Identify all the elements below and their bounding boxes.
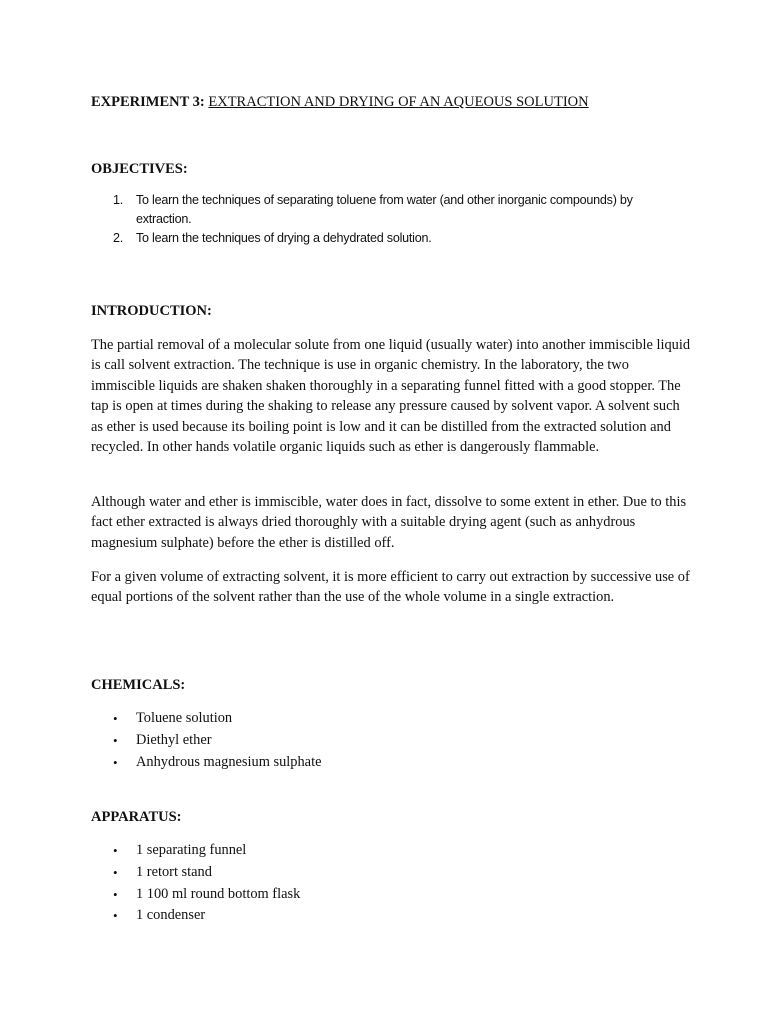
objectives-list xyxy=(91,191,671,248)
apparatus-name: 1 100 ml round bottom flask xyxy=(136,885,301,902)
objectives-heading: OBJECTIVES: xyxy=(91,161,188,177)
chemical-item xyxy=(91,752,591,774)
introduction-heading: INTRODUCTION: xyxy=(91,303,212,319)
apparatus-name: 1 condenser xyxy=(136,907,206,924)
introduction-paragraph-3: For a given volume of extracting solvent, it is more efficient to carry out extraction by successive use of equal portions of the solvent rather than the use of the whole volume in a single extraction. xyxy=(91,569,690,606)
bullet-icon: • xyxy=(113,886,118,902)
objective-text: To learn the techniques of separating toluene from water (and other inorganic compounds) by extraction. xyxy=(136,193,633,226)
bullet-icon: • xyxy=(113,908,118,924)
chemical-item xyxy=(91,708,591,730)
chemical-name: Diethyl ether xyxy=(136,731,212,748)
objective-item xyxy=(91,191,671,229)
objective-text: To learn the techniques of drying a dehydrated solution. xyxy=(136,231,432,245)
apparatus-list xyxy=(91,840,591,927)
experiment-name: EXTRACTION AND DRYING OF AN AQUEOUS SOLUTION xyxy=(208,94,589,110)
apparatus-item xyxy=(91,840,591,862)
bullet-icon: • xyxy=(113,711,118,726)
introduction-paragraph-1: The partial removal of a molecular solute from one liquid (usually water) into another immiscible liquid is call solvent extraction. The technique is use in organic chemistry. In the laboratory, the two immiscible liquids are shaken shaken thoroughly in a separating funnel fitted with a good stopper. The tap is open at times during the shaking to release any pressure caused by solvent vapor. A solvent such as ether is used because its boiling point is low and it can be distilled from the extracted solution and recycled. In other hands volatile organic liquids such as ether is dangerously flammable. xyxy=(91,337,691,456)
objective-number: 1. xyxy=(113,193,124,207)
apparatus-heading: APPARATUS: xyxy=(91,809,182,825)
chemical-name: Toluene solution xyxy=(136,710,233,726)
bullet-icon: • xyxy=(113,754,118,770)
chemical-item xyxy=(91,730,591,752)
bullet-icon: • xyxy=(113,732,118,748)
introduction-paragraph-2: Although water and ether is immiscible, water does in fact, dissolve to some extent in ether. Due to this fact ether extracted is always dried thoroughly with a suitable drying agent (such as anhydrous magnesium sulphate) before the ether is distilled off. xyxy=(91,494,687,551)
bullet-icon: • xyxy=(113,864,118,880)
chemicals-heading: CHEMICALS: xyxy=(91,677,186,693)
experiment-title xyxy=(91,93,589,111)
apparatus-item xyxy=(91,862,591,884)
apparatus-name: 1 retort stand xyxy=(136,863,212,880)
bullet-icon: • xyxy=(113,843,118,858)
chemical-name: Anhydrous magnesium sulphate xyxy=(136,753,322,770)
apparatus-item xyxy=(91,905,591,927)
objective-item xyxy=(91,229,671,248)
apparatus-item xyxy=(91,884,591,906)
objective-number: 2. xyxy=(113,231,124,245)
experiment-number: EXPERIMENT 3: xyxy=(91,94,205,110)
chemicals-list xyxy=(91,708,591,773)
apparatus-name: 1 separating funnel xyxy=(136,842,247,858)
